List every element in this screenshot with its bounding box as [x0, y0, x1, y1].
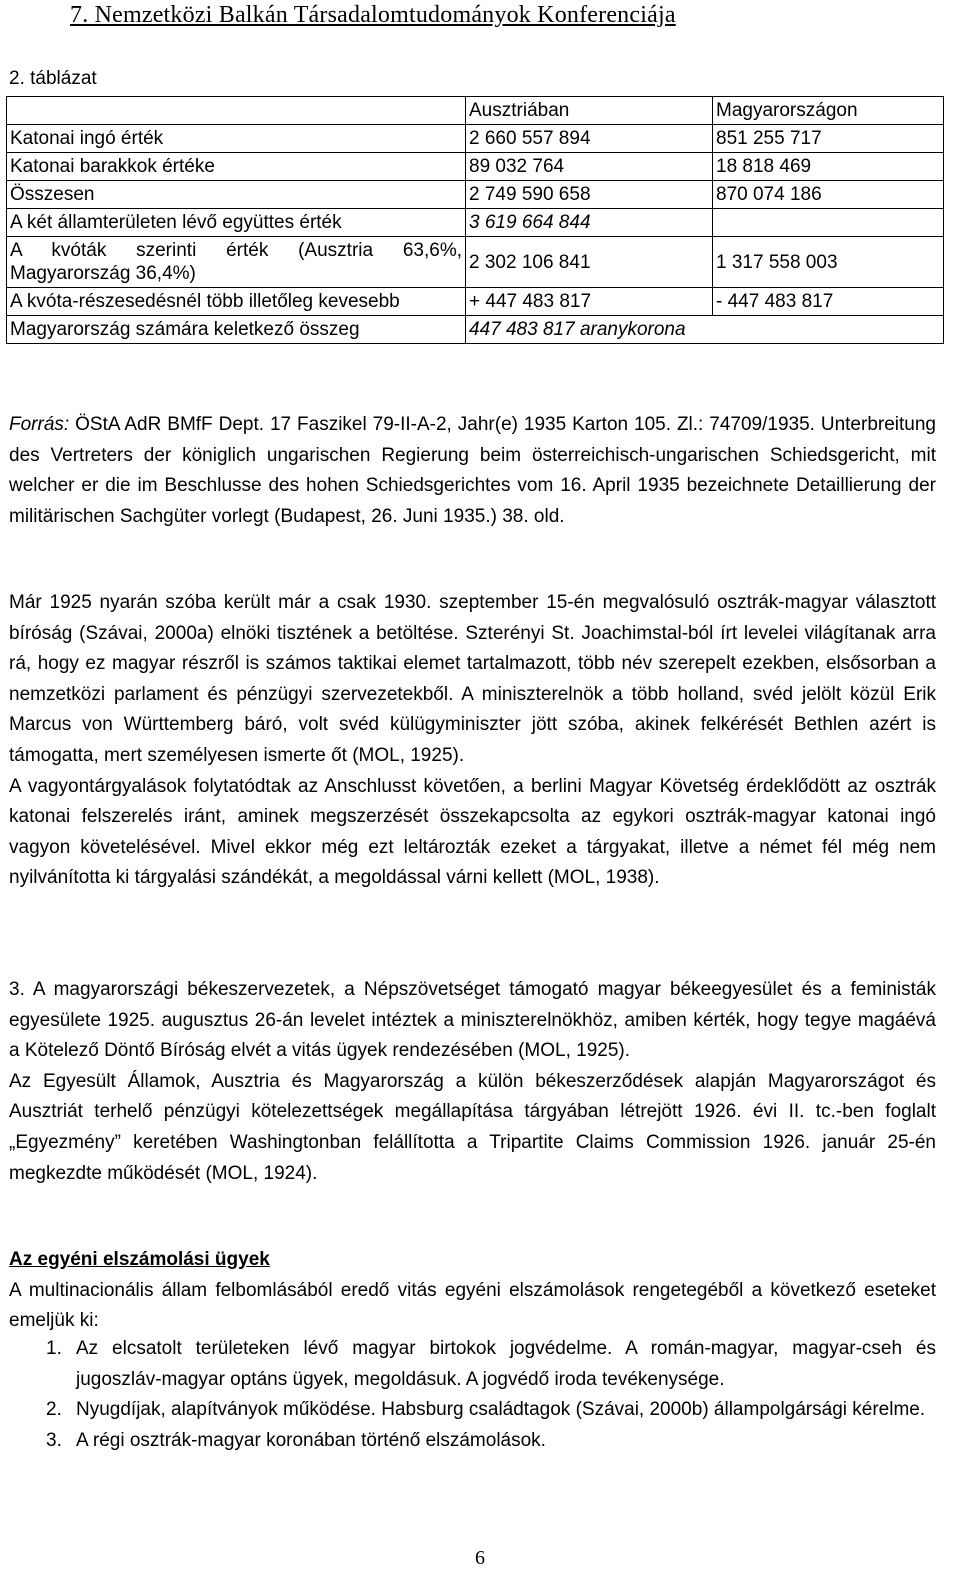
table-cell: 2 302 106 841: [466, 237, 713, 288]
table-cell: 3 619 664 844: [466, 209, 713, 237]
table-row: [7, 209, 944, 237]
source-label: Forrás:: [9, 414, 70, 435]
table-row: [7, 237, 944, 288]
paragraph: 3. A magyarországi békeszervezetek, a Népszövetséget támogató magyar békeegyesület és a feministák egyesülete 1925. augusztus 26-án levelet intéztek a miniszterelnökhöz, amiben kérték, hogy tegye magáévá a Kötelező Döntő Bíróság elvét a vitás ügyek rendezésében (MOL, 1925).: [9, 979, 936, 1062]
table-caption: 2. táblázat: [9, 68, 97, 89]
table-cell: 447 483 817 aranykorona: [466, 316, 944, 344]
list-item: [9, 1334, 936, 1395]
table-cell: - 447 483 817: [713, 288, 944, 316]
table-cell: 1 317 558 003: [713, 237, 944, 288]
table-cell: 2 749 590 658: [466, 181, 713, 209]
section: [9, 1245, 936, 1337]
list-item-text: A régi osztrák-magyar koronában történő elszámolások.: [76, 1429, 546, 1451]
list-item-text: Az elcsatolt területeken lévő magyar birtokok jogvédelme. A román-magyar, magyar-cseh és jugoszláv-magyar optáns ügyek, megoldásuk. A jogvédő iroda tevékenysége.: [76, 1338, 936, 1390]
table-row: [7, 125, 944, 153]
table-cell: A kvóták szerinti érték (Ausztria 63,6%, Magyarország 36,4%): [7, 237, 466, 288]
table-header-cell: Magyarországon: [713, 97, 944, 125]
table-cell: 851 255 717: [713, 125, 944, 153]
table-source-note: [9, 410, 936, 532]
paragraph: Az Egyesült Államok, Ausztria és Magyarország a külön békeszerződések alapján Magyarországot és Ausztriát terhelő pénzügyi kötelezettségek megállapítása tárgyában létrejött 1926. évi II. tc.-ben foglalt „Egyezmény” keretében Washingtonban felállította a Tripartite Claims Commission 1926. január 25-én megkezdte működését (MOL, 1924).: [9, 1070, 936, 1184]
table-cell: Magyarország számára keletkező összeg: [7, 316, 466, 344]
table-cell: A két államterületen lévő együttes érték: [7, 209, 466, 237]
section-intro: A multinacionális állam felbomlásából eredő vitás egyéni elszámolások rengetegéből a következő eseteket emeljük ki:: [9, 1279, 936, 1332]
list-item-number: 2.: [46, 1399, 62, 1421]
table-row: [7, 288, 944, 316]
section-heading: Az egyéni elszámolási ügyek: [9, 1249, 270, 1270]
table-cell: 18 818 469: [713, 153, 944, 181]
table-cell: + 447 483 817: [466, 288, 713, 316]
table-cell: Katonai ingó érték: [7, 125, 466, 153]
data-table: [6, 96, 944, 344]
table-header-cell: Ausztriában: [466, 97, 713, 125]
table-header-row: [7, 97, 944, 125]
paragraph-block: [9, 975, 936, 1189]
table-cell: 870 074 186: [713, 181, 944, 209]
list-item-number: 1.: [46, 1338, 62, 1359]
table-cell: Összesen: [7, 181, 466, 209]
table-cell: [713, 209, 944, 237]
page-number: 6: [475, 1547, 485, 1569]
table-cell: 89 032 764: [466, 153, 713, 181]
table-cell: Katonai barakkok értéke: [7, 153, 466, 181]
paragraph-block: [9, 588, 936, 894]
paragraph: Már 1925 nyarán szóba került már a csak 1930. szeptember 15-én megvalósuló osztrák-magyar választott bíróság (Szávai, 2000a) elnöki tisztének a betöltése. Szterényi St. Joachimstal-ból írt levelei világítanak arra rá, hogy ez magyar részről is számos taktikai elemet tartalmazott, több név szerepelt ezekben, elsősorban a nemzetközi parlament és pénzügyi szervezetekből. A miniszterelnök a több holland, svéd jelölt közül Erik Marcus von Württemberg báró, volt svéd külügyminiszter jött szóba, akinek felkérését Bethlen azért is támogatta, mert személyesen ismerte őt (MOL, 1925).: [9, 592, 936, 766]
list-item: [9, 1426, 936, 1457]
numbered-list: [9, 1334, 936, 1456]
list-item-text: Nyugdíjak, alapítványok működése. Habsburg családtagok (Szávai, 2000b) állampolgársági kérelme.: [76, 1399, 926, 1421]
table-cell: A kvóta-részesedésnél több illetőleg kevesebb: [7, 288, 466, 316]
running-header: 7. Nemzetközi Balkán Társadalomtudományok Konferenciája: [70, 2, 676, 28]
source-text: ÖStA AdR BMfF Dept. 17 Faszikel 79-II-A-2, Jahr(e) 1935 Karton 105. Zl.: 74709/1935. Unterbreitung des Vertreters der königlich ungarischen Regierung beim österreichisch-ungarischen Schiedsgericht, mit welcher er die im Beschlusse des hohen Schiedsgerichtes vom 16. April 1935 bezeichnete Detaillierung der militärischen Sachgüter vorlegt (Budapest, 26. Juni 1935.) 38. old.: [9, 414, 936, 527]
list-item: [9, 1395, 936, 1426]
table-row: [7, 153, 944, 181]
paragraph: A vagyontárgyalások folytatódtak az Anschlusst követően, a berlini Magyar Követség érdeklődött az osztrák katonai felszerelés iránt, aminek megszerzését összekapcsolta az egykori osztrák-magyar katonai ingó vagyon követelésével. Mivel ekkor még ezt leltározták ezeket a tárgyakat, illetve a német fél még nem nyilvánította ki tárgyalási szándékát, a megoldással várni kellett (MOL, 1938).: [9, 775, 936, 889]
list-item-number: 3.: [46, 1429, 62, 1451]
table-cell: 2 660 557 894: [466, 125, 713, 153]
table-row: [7, 316, 944, 344]
table-header-cell: [7, 97, 466, 125]
table-row: [7, 181, 944, 209]
